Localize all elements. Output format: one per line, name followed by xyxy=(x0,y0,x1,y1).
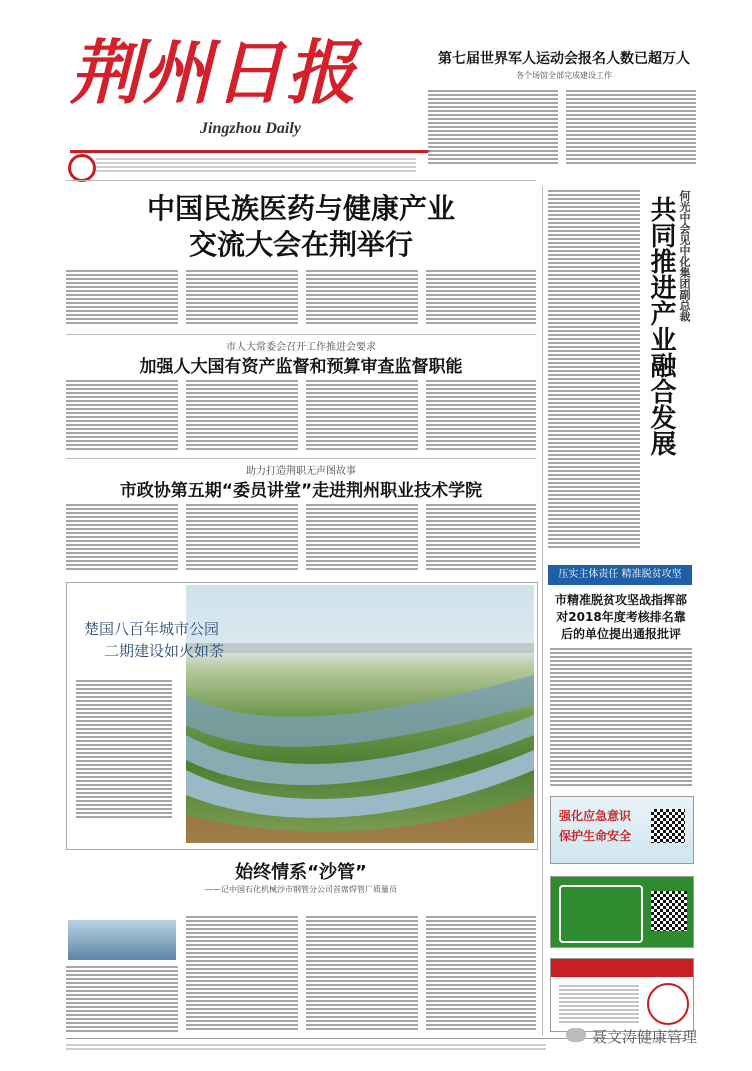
bottom-body-3 xyxy=(306,916,418,1032)
masthead-english-title: Jingzhou Daily xyxy=(200,120,301,137)
wechat-icon xyxy=(566,1028,586,1042)
story2-headline: 加强人大国有资产监督和预算审查监督职能 xyxy=(139,357,463,377)
photo-caption-body xyxy=(76,680,172,820)
divider xyxy=(66,334,536,335)
top-right-body-2 xyxy=(566,90,696,164)
divider xyxy=(66,458,536,459)
column-divider xyxy=(542,186,543,1036)
photo-title-line1: 楚国八百年城市公园 xyxy=(84,620,220,638)
main-body-1 xyxy=(66,270,178,326)
bottom-body-2 xyxy=(186,916,298,1032)
right-column-headline: 共同推进产业融合发展 xyxy=(646,196,676,456)
bottom-subtitle: ——记中国石化机械沙市钢管分公司首席焊管厂质量员 xyxy=(205,885,397,894)
bottom-body-1 xyxy=(66,966,178,1032)
safety-ad xyxy=(550,796,694,864)
bottom-body-4 xyxy=(426,916,536,1032)
red-ad-text xyxy=(559,985,639,1025)
masthead xyxy=(70,28,390,138)
right-banner: 压实主体责任 精准脱贫攻坚 xyxy=(548,565,692,585)
story2-body-1 xyxy=(66,380,178,450)
main-headline-line1: 中国民族医药与健康产业 xyxy=(146,192,455,225)
red-ad xyxy=(550,958,694,1032)
main-body-2 xyxy=(186,270,298,326)
top-right-headline: 第七届世界军人运动会报名人数已超万人 xyxy=(438,51,690,67)
right-column-kicker: 何光中会见中化集团副总裁 xyxy=(678,190,691,322)
main-body-4 xyxy=(426,270,536,326)
story3-body-1 xyxy=(66,504,178,570)
masthead-title: 荆州日报 xyxy=(70,31,358,114)
city-park-photo xyxy=(186,585,534,843)
qr-code-icon xyxy=(651,809,685,843)
main-headline-line2: 交流大会在荆举行 xyxy=(188,228,413,261)
photo-title-line2: 二期建设如火如荼 xyxy=(104,642,225,660)
safety-ad-line2: 保护生命安全 xyxy=(559,829,632,843)
watermark-text: 聂文涛健康管理 xyxy=(592,1028,698,1046)
masthead-info-text xyxy=(96,158,416,174)
logo-emblem-icon xyxy=(559,885,643,943)
story2-body-2 xyxy=(186,380,298,450)
masthead-rule xyxy=(70,150,430,153)
green-logo-ad xyxy=(550,876,694,948)
main-body-3 xyxy=(306,270,418,326)
bottom-photo xyxy=(68,920,176,960)
top-right-body-1 xyxy=(428,90,558,164)
divider xyxy=(66,180,536,181)
qr-code-icon xyxy=(651,891,687,931)
story2-kicker: 市人大常委会召开工作推进会要求 xyxy=(226,342,376,353)
right-story-headline: 市精准脱贫攻坚战指挥部对2018年度考核排名靠后的单位提出通报批评 xyxy=(554,593,687,641)
story2-body-3 xyxy=(306,380,418,450)
ad-badge-icon xyxy=(647,983,689,1025)
footer-info-text xyxy=(66,1044,546,1052)
park-aerial-illustration xyxy=(186,585,534,843)
top-right-subtitle: 各个场馆全部完成建设工作 xyxy=(516,71,612,80)
right-column-body xyxy=(548,190,640,550)
masthead-emblem xyxy=(68,154,96,182)
story3-body-4 xyxy=(426,504,536,570)
story3-body-3 xyxy=(306,504,418,570)
story3-headline: 市政协第五期“委员讲堂”走进荆州职业技术学院 xyxy=(119,481,483,501)
right-story-body xyxy=(550,648,692,788)
story2-body-4 xyxy=(426,380,536,450)
story3-body-2 xyxy=(186,504,298,570)
story3-kicker: 助力打造荆职无声图故事 xyxy=(246,466,356,477)
safety-ad-line1: 强化应急意识 xyxy=(559,809,632,823)
bottom-headline: 始终情系“沙管” xyxy=(235,862,367,883)
